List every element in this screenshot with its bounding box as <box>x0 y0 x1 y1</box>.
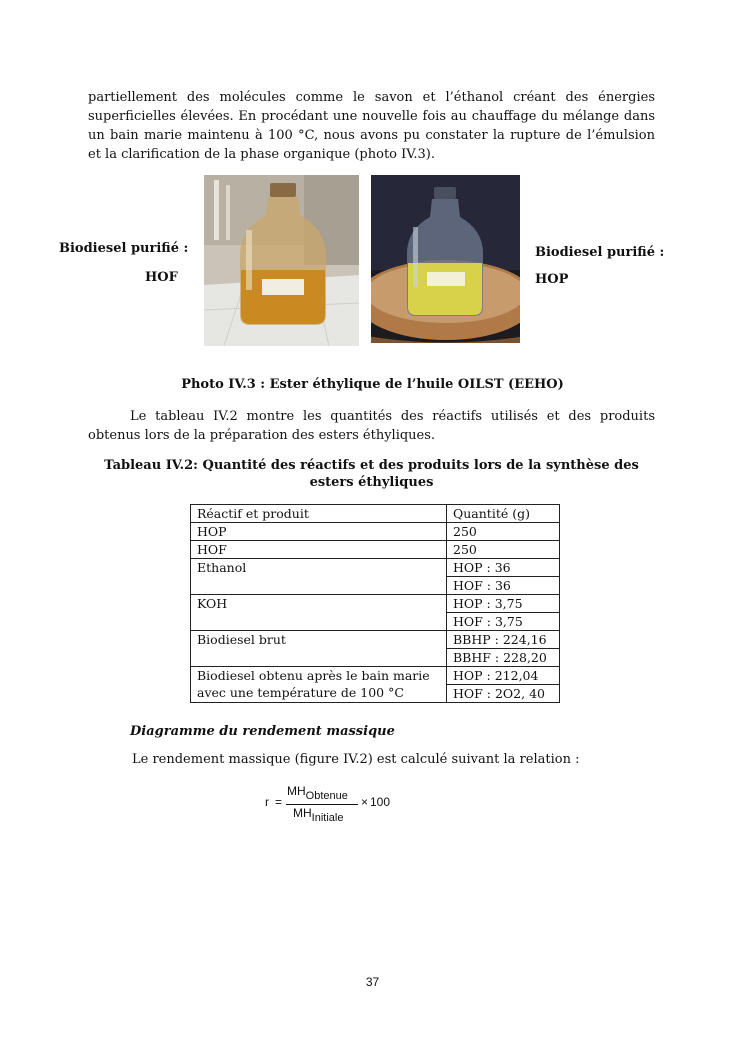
table-cell-value: HOF : 3,75 <box>447 613 560 631</box>
formula-factor: 100 <box>370 795 391 809</box>
paragraph-formula-intro: Le rendement massique (figure IV.2) est calculé suivant la relation : <box>132 752 580 767</box>
table-header-row <box>191 505 560 523</box>
table-cell-value: HOP : 3,75 <box>447 595 560 613</box>
table-cell-value: 250 <box>447 541 560 559</box>
table-header-cell: Quantité (g) <box>447 505 560 523</box>
photo-right-label-line1: Biodiesel purifié : <box>535 245 665 260</box>
paragraph-table-intro-text: Le tableau IV.2 montre les quantités des réactifs utilisés et des produits obtenus lors de la préparation des esters éthyliques. <box>88 409 655 443</box>
photo-left-label-line1: Biodiesel purifié : <box>59 241 189 256</box>
table-cell-name: KOH <box>191 595 447 631</box>
formula-num-sub: Obtenue <box>305 790 348 802</box>
table-row <box>191 667 560 685</box>
table-cell-value: 250 <box>447 523 560 541</box>
fraction-bar <box>286 804 358 805</box>
photo-hop-bottle <box>371 175 520 343</box>
table-cell-name: HOF <box>191 541 447 559</box>
table-cell-value: BBHF : 228,20 <box>447 649 560 667</box>
formula-equals: = <box>275 795 283 809</box>
table-cell-value: HOP : 36 <box>447 559 560 577</box>
section-heading: Diagramme du rendement massique <box>130 724 395 739</box>
photo-hof-bottle <box>204 175 359 346</box>
formula-den-sub: Initiale <box>311 812 344 824</box>
page-number: 37 <box>365 975 380 989</box>
table-cell-value: BBHP : 224,16 <box>447 631 560 649</box>
table-cell-value: HOF : 36 <box>447 577 560 595</box>
formula-lhs: r <box>265 795 269 809</box>
table-row <box>191 595 560 613</box>
table-cell-value: HOP : 212,04 <box>447 667 560 685</box>
photo-right-label-line2: HOP <box>535 272 569 287</box>
paragraph-intro: partiellement des molécules comme le savon et l’éthanol créant des énergies superficielles élevées. En procédant une nouvelle fois au chauffage du mélange dans un bain marie maintenu à 100 °C, nous avons pu constater la rupture de l’émulsion et la clarification de la phase organique (photo IV.3). <box>88 90 655 162</box>
table-row <box>191 541 560 559</box>
formula-num-main: MH <box>287 784 306 798</box>
table-title: Tableau IV.2: Quantité des réactifs et des produits lors de la synthèse des esters éthyliques <box>104 458 639 490</box>
quantity-table <box>190 504 560 703</box>
formula-times: × <box>361 795 369 809</box>
table-row <box>191 631 560 649</box>
table-cell-value: HOF : 2O2, 40 <box>447 685 560 703</box>
table-cell-name: HOP <box>191 523 447 541</box>
table-row <box>191 523 560 541</box>
paragraph-table-intro <box>88 407 655 445</box>
formula-denominator <box>293 806 343 824</box>
formula-numerator <box>287 784 348 802</box>
table-cell-name: Biodiesel brut <box>191 631 447 667</box>
table-header-cell: Réactif et produit <box>191 505 447 523</box>
yield-formula <box>262 784 412 828</box>
photo-caption: Photo IV.3 : Ester éthylique de l’huile OILST (EEHO) <box>181 377 564 392</box>
photo-left-label-line2: HOF <box>145 270 178 285</box>
table-row <box>191 559 560 577</box>
table-cell-name: Ethanol <box>191 559 447 595</box>
table-cell-name: Biodiesel obtenu après le bain marie avec une température de 100 °C <box>191 667 447 703</box>
formula-den-main: MH <box>293 806 312 820</box>
